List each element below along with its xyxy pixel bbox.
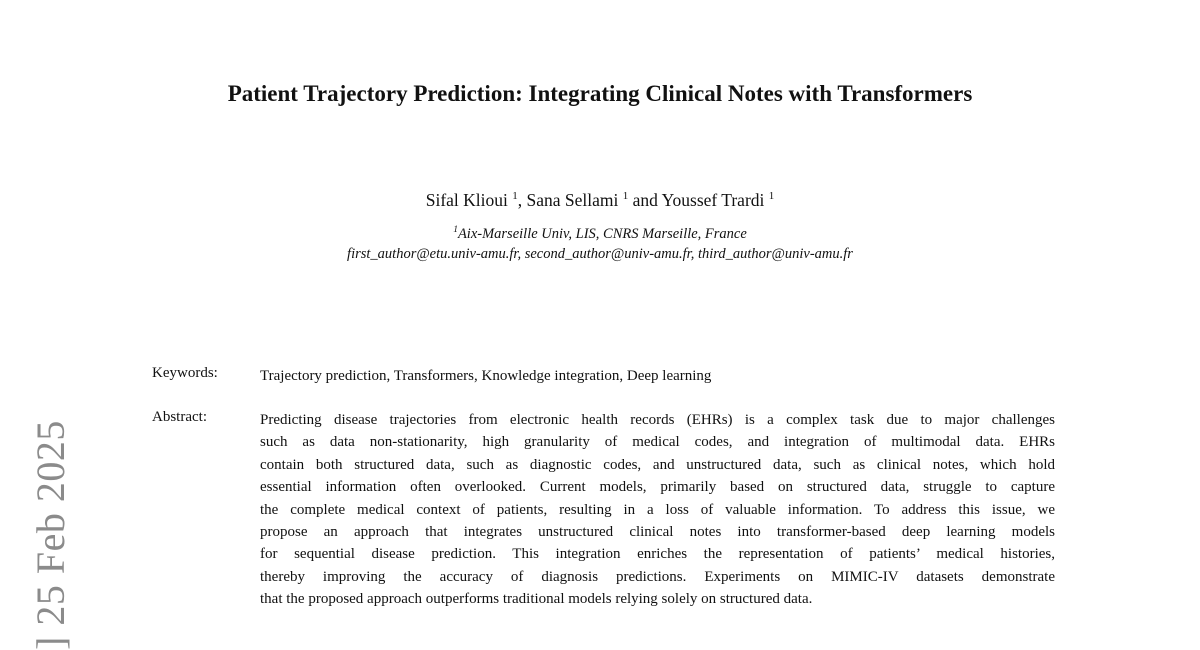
abstract-label: Abstract: [152, 409, 207, 425]
author-superscript: 1 [512, 190, 518, 203]
abstract-line: the complete medical context of patients, resulting in a loss of valuable information. To address this issue, we [260, 501, 1055, 518]
affiliation-text: Aix-Marseille Univ, LIS, CNRS Marseille, France [457, 225, 747, 242]
author-name: Sifal Klioui [425, 190, 513, 210]
author-name: and Youssef Trardi [628, 190, 769, 210]
author-name: , Sana Sellami [517, 190, 623, 210]
abstract-row [152, 409, 1055, 611]
abstract-line: contain both structured data, such as diagnostic codes, and unstructured data, such as clinical notes, which hold [260, 456, 1055, 473]
affiliation-line [0, 225, 1200, 243]
abstract-line: that the proposed approach outperforms traditional models relying solely on structured data. [260, 591, 813, 608]
keywords-value: Trajectory prediction, Transformers, Knowledge integration, Deep learning [260, 368, 712, 384]
abstract-line: propose an approach that integrates unstructured clinical notes into transformer-based deep learning models [260, 524, 1055, 541]
keywords-row [152, 365, 1055, 387]
paper-title: Patient Trajectory Prediction: Integrating Clinical Notes with Transformers [227, 81, 973, 106]
arxiv-date-watermark: ] 25 Feb 2025 [28, 420, 73, 650]
abstract-text [260, 409, 1055, 611]
abstract-line: such as data non-stationarity, high granularity of medical codes, and integration of multimodal data. EHRs [260, 434, 1055, 451]
author-line [0, 190, 1200, 211]
abstract-line: for sequential disease prediction. This integration enriches the representation of patients’ medical histories, [260, 546, 1055, 563]
author-superscript: 1 [768, 190, 775, 203]
author-emails: first_author@etu.univ-amu.fr, second_author@univ-amu.fr, third_author@univ-amu.fr [347, 246, 853, 262]
author-superscript: 1 [622, 190, 629, 203]
keywords-label: Keywords: [152, 365, 218, 381]
affiliation-superscript: 1 [453, 225, 458, 235]
abstract-line: Predicting disease trajectories from electronic health records (EHRs) is a complex task due to major challenges [260, 412, 1055, 428]
abstract-line: thereby improving the accuracy of diagnosis predictions. Experiments on MIMIC-IV datasets demonstrate [260, 568, 1055, 585]
abstract-line: essential information often overlooked. Current models, primarily based on structured data, struggle to capture [260, 479, 1055, 496]
